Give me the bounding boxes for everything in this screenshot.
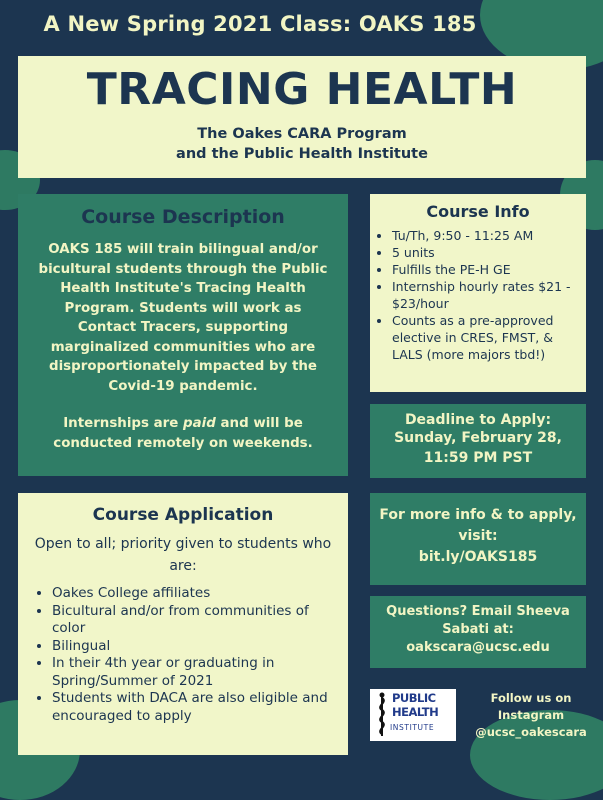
social-text: Instagram (497, 708, 565, 722)
logo-text: HEALTH (392, 705, 439, 719)
course-info-list (370, 227, 586, 363)
course-description-panel (18, 194, 348, 476)
logo-text: PUBLIC (392, 691, 436, 705)
contact-email-link[interactable]: oakscara@ucsc.edu (406, 640, 550, 655)
internship-note-start: Internships are (63, 416, 184, 431)
list-item: • Counts as a pre-approved elective in CRES, FMST, & LALS (more majors tbd!) (392, 312, 580, 363)
questions-text: Questions? Email Sheeva (386, 604, 570, 619)
list-item: • Internship hourly rates $21 - $23/hour (392, 278, 580, 312)
course-description-heading: Course Description (81, 206, 285, 228)
deadline-time: 11:59 PM PST (423, 450, 533, 466)
internship-note-end: and will be conducted remotely on weekends. (53, 416, 313, 451)
internship-note (34, 414, 332, 453)
caduceus-icon (374, 692, 390, 738)
deadline-date: Sunday, February 28, (394, 430, 562, 446)
internship-note-emphasis: paid (183, 416, 216, 431)
page-title: TRACING HEALTH (86, 64, 518, 115)
hero-banner (18, 56, 586, 178)
subtitle-line: and the Public Health Institute (176, 146, 428, 162)
questions-text: Sabati at: (442, 622, 514, 637)
social-text: Follow us on (490, 691, 572, 705)
course-description-text: OAKS 185 will train bilingual and/or bicultural students through the Public Health Institute's Tracing Health Program. Students will work as Contact Tracers, supporting marginalized communities who are disproportionately impacted by the Covid-19 pandemic. (38, 242, 328, 394)
list-item: • In their 4th year or graduating in Spring/Summer of 2021 (52, 655, 340, 690)
course-info-panel (370, 194, 586, 392)
course-application-heading: Course Application (92, 505, 274, 525)
more-info-text: For more info & to apply, (379, 507, 577, 523)
top-title: A New Spring 2021 Class: OAKS 185 (43, 12, 477, 36)
more-info-panel (370, 493, 586, 585)
list-item: • Fulfills the PE-H GE (392, 261, 580, 278)
list-item: • Bilingual (52, 638, 340, 656)
list-item: • Students with DACA are also eligible and encouraged to apply (52, 690, 340, 725)
application-criteria-list (18, 585, 348, 725)
public-health-institute-logo (370, 689, 456, 741)
questions-panel (370, 596, 586, 668)
social-follow (466, 690, 596, 741)
subtitle-line: The Oakes CARA Program (197, 126, 407, 142)
course-info-heading: Course Info (426, 202, 530, 221)
list-item: • Bicultural and/or from communities of color (52, 603, 340, 638)
list-item: • Oakes College affiliates (52, 585, 340, 603)
apply-link[interactable]: bit.ly/OAKS185 (418, 549, 538, 565)
logo-text: INSTITUTE (390, 723, 435, 732)
hero-subtitle (18, 124, 586, 164)
list-item: • 5 units (392, 244, 580, 261)
instagram-handle-link[interactable]: @ucsc_oakescara (475, 725, 587, 739)
more-info-text: visit: (458, 528, 498, 544)
list-item: • Tu/Th, 9:50 - 11:25 AM (392, 227, 580, 244)
deadline-label: Deadline to Apply: (404, 412, 552, 428)
course-application-panel (18, 493, 348, 755)
deadline-panel (370, 404, 586, 478)
application-intro: Open to all; priority given to students who are: (34, 536, 332, 574)
